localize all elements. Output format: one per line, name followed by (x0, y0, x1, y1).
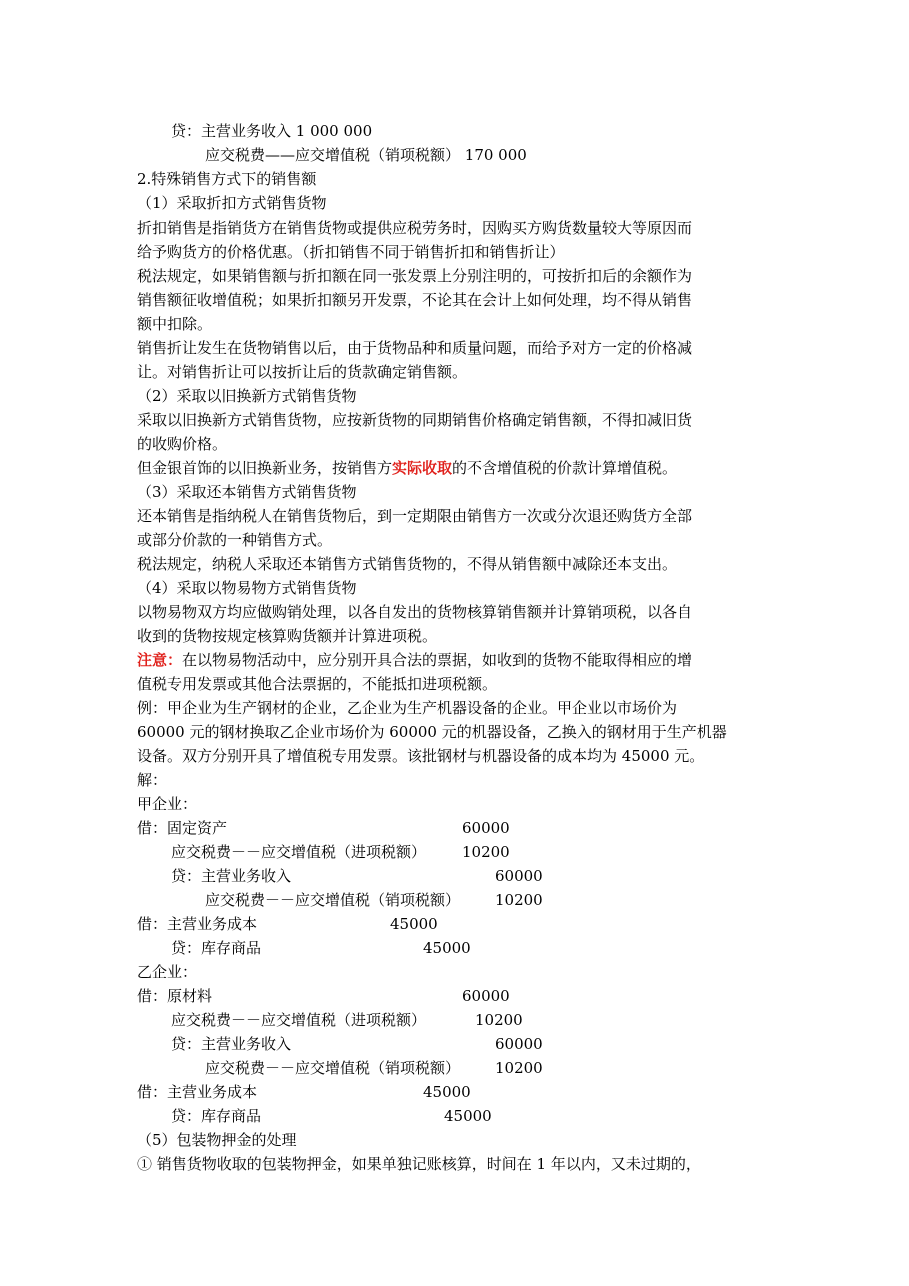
text-line: 税法规定，如果销售额与折扣额在同一张发票上分别注明的，可按折扣后的余额作为 (137, 267, 693, 285)
text-line: 或部分价款的一种销售方式。 (137, 531, 333, 549)
journal-credit-line: 贷：主营业务收入 (171, 867, 292, 885)
text-line: 例：甲企业为生产钢材的企业，乙企业为生产机器设备的企业。甲企业以市场价为 (137, 699, 678, 717)
text-segment: 在以物易物活动中，应分别开具合法的票据，如收到的货物不能取得相应的增 (182, 651, 693, 669)
text-line: 采取以旧换新方式销售货物，应按新货物的同期销售价格确定销售额，不得扣减旧货 (137, 411, 693, 429)
text-line: 税法规定，纳税人采取还本销售方式销售货物的，不得从销售额中减除还本支出。 (137, 555, 678, 573)
text-line: 销售折让发生在货物销售以后，由于货物品种和质量问题，而给予对方一定的价格减 (137, 339, 693, 357)
journal-amount: 60000 (495, 1035, 543, 1053)
journal-amount: 10200 (475, 1011, 523, 1029)
note-label: 注意： (137, 651, 183, 669)
text-line: 值税专用发票或其他合法票据的，不能抵扣进项税额。 (137, 675, 498, 693)
journal-amount: 10200 (462, 843, 510, 861)
text-segment: 的不含增值税的价款计算增值税。 (452, 459, 678, 477)
highlighted-term: 实际收取 (392, 459, 453, 477)
journal-amount: 45000 (390, 915, 438, 933)
journal-line: 应交税费－－应交增值税（进项税额） (171, 843, 427, 861)
journal-amount: 10200 (495, 1059, 543, 1077)
journal-amount: 45000 (444, 1107, 492, 1125)
text-line: 额中扣除。 (137, 315, 213, 333)
journal-amount: 45000 (423, 939, 471, 957)
journal-amount: 60000 (462, 987, 510, 1005)
text-line: ① 销售货物收取的包装物押金，如果单独记账核算，时间在 1 年以内，又未过期的， (137, 1155, 701, 1173)
journal-debit-line: 借：主营业务成本 (137, 1083, 258, 1101)
text-segment: 但金银首饰的以旧换新业务，按销售方 (137, 459, 393, 477)
section-heading: 2.特殊销售方式下的销售额 (137, 170, 317, 188)
text-line: 以物易物双方均应做购销处理，以各自发出的货物核算销售额并计算销项税，以各自 (137, 603, 693, 621)
text-line: 设备。双方分别开具了增值税专用发票。该批钢材与机器设备的成本均为 45000 元。 (137, 747, 705, 765)
text-line: 销售额征收增值税；如果折扣额另开发票，不论其在会计上如何处理，均不得从销售 (137, 291, 693, 309)
text-line: 还本销售是指纳税人在销售货物后，到一定期限由销售方一次或分次退还购货方全部 (137, 507, 693, 525)
company-label: 乙企业： (137, 963, 198, 981)
text-line: 贷：主营业务收入 1 000 000 (171, 122, 373, 140)
text-line: 60000 元的钢材换取乙企业市场价为 60000 元的机器设备，乙换入的钢材用于生产机器 (137, 723, 727, 741)
subsection-heading: （4）采取以物易物方式销售货物 (137, 579, 357, 597)
subsection-heading: （5）包装物押金的处理 (137, 1131, 297, 1149)
journal-debit-line: 借：原材料 (137, 987, 213, 1005)
text-line: 给予购货方的价格优惠。（折扣销售不同于销售折扣和销售折让） (137, 243, 565, 261)
text-line: 应交税费——应交增值税（销项税额） 170 000 (205, 146, 527, 164)
text-line (137, 458, 677, 478)
text-line (137, 650, 692, 670)
journal-amount: 60000 (495, 867, 543, 885)
journal-credit-line: 贷：主营业务收入 (171, 1035, 292, 1053)
journal-line: 应交税费－－应交增值税（进项税额） (171, 1011, 427, 1029)
text-line: 解： (137, 771, 168, 789)
journal-amount: 60000 (462, 819, 510, 837)
text-line: 收到的货物按规定核算购货额并计算进项税。 (137, 627, 438, 645)
journal-line: 应交税费－－应交增值税（销项税额） (205, 1059, 461, 1077)
journal-amount: 10200 (495, 891, 543, 909)
journal-debit-line: 借：主营业务成本 (137, 915, 258, 933)
journal-amount: 45000 (423, 1083, 471, 1101)
subsection-heading: （1）采取折扣方式销售货物 (137, 194, 327, 212)
company-label: 甲企业： (137, 795, 198, 813)
journal-debit-line: 借：固定资产 (137, 819, 228, 837)
journal-credit-line: 贷：库存商品 (171, 1107, 262, 1125)
journal-credit-line: 贷：库存商品 (171, 939, 262, 957)
text-line: 让。对销售折让可以按折让后的货款确定销售额。 (137, 363, 468, 381)
text-line: 的收购价格。 (137, 435, 228, 453)
subsection-heading: （2）采取以旧换新方式销售货物 (137, 387, 357, 405)
journal-line: 应交税费－－应交增值税（销项税额） (205, 891, 461, 909)
subsection-heading: （3）采取还本销售方式销售货物 (137, 483, 357, 501)
text-line: 折扣销售是指销货方在销售货物或提供应税劳务时，因购买方购货数量较大等原因而 (137, 219, 693, 237)
